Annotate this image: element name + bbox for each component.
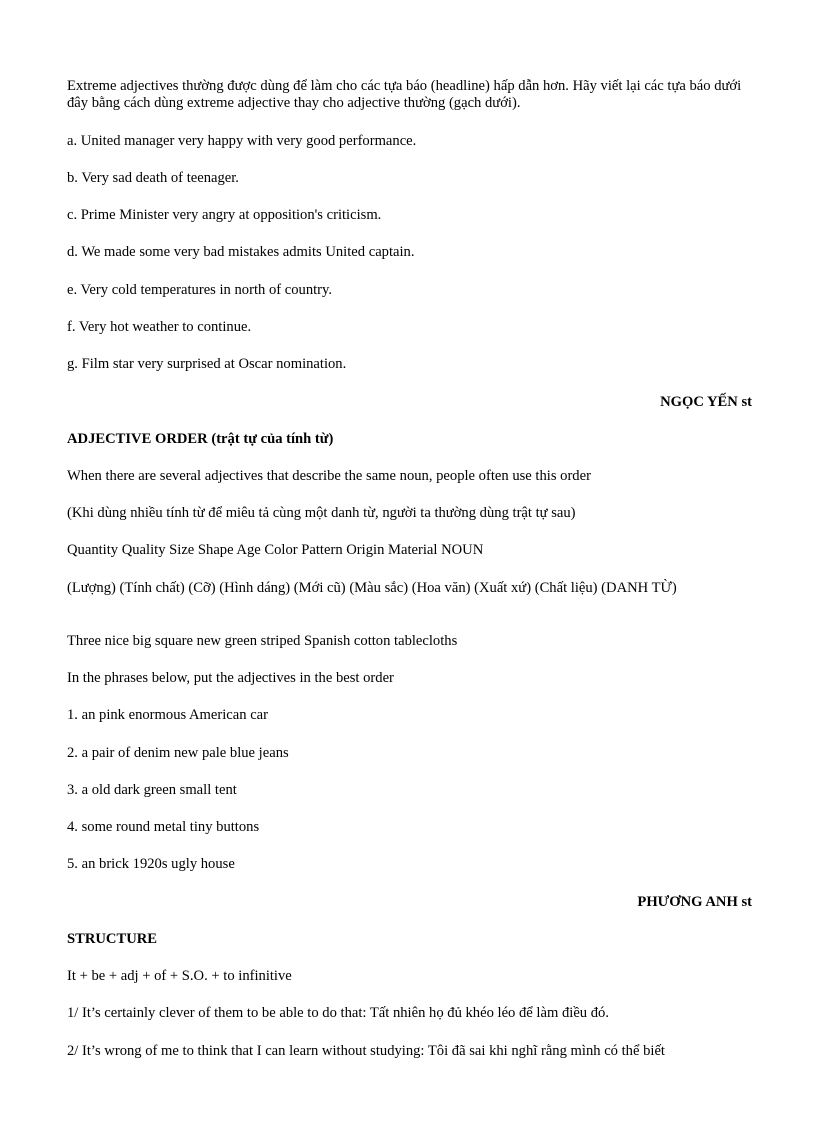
structure-example: 2/ It’s wrong of me to think that I can learn without studying: Tôi đã sai khi nghĩ rằng mình có thể biết <box>67 1043 665 1059</box>
intro-paragraph: Extreme adjectives thường được dùng để làm cho các tựa báo (headline) hấp dẫn hơn. Hãy viết lại các tựa báo dưới đây bằng cách dùng extreme adjective thay cho adjective thường (gạch dưới). <box>67 78 742 111</box>
headline-item: g. Film star very surprised at Oscar nomination. <box>67 356 347 372</box>
example-phrase: Three nice big square new green striped Spanish cotton tablecloths <box>67 633 458 649</box>
headline-item: a. United manager very happy with very good performance. <box>67 133 417 149</box>
adjective-order-sequence: Quantity Quality Size Shape Age Color Pattern Origin Material NOUN <box>67 542 484 558</box>
headline-item: b. Very sad death of teenager. <box>67 170 239 186</box>
headline-item: d. We made some very bad mistakes admits United captain. <box>67 244 415 260</box>
author-signature-1: NGỌC YẾN st <box>660 394 752 410</box>
structure-formula: It + be + adj + of + S.O. + to infinitive <box>67 968 292 984</box>
adjective-order-sequence-vi: (Lượng) (Tính chất) (Cỡ) (Hình dáng) (Mới cũ) (Màu sắc) (Hoa văn) (Xuất xứ) (Chất liệu) (DANH TỪ) <box>67 580 677 596</box>
section-heading-adjective-order: ADJECTIVE ORDER (trật tự của tính từ) <box>67 431 334 447</box>
headline-item: c. Prime Minister very angry at opposition's criticism. <box>67 207 382 223</box>
headline-item: e. Very cold temperatures in north of country. <box>67 282 333 298</box>
exercise-item: 2. a pair of denim new pale blue jeans <box>67 745 289 761</box>
section-text: (Khi dùng nhiều tính từ để miêu tả cùng một danh từ, người ta thường dùng trật tự sau) <box>67 505 576 521</box>
exercise-item: 3. a old dark green small tent <box>67 782 237 798</box>
structure-example: 1/ It’s certainly clever of them to be able to do that: Tất nhiên họ đủ khéo léo để làm điều đó. <box>67 1005 609 1021</box>
exercise-item: 1. an pink enormous American car <box>67 707 269 723</box>
section-text: When there are several adjectives that describe the same noun, people often use this order <box>67 468 591 484</box>
exercise-item: 5. an brick 1920s ugly house <box>67 856 235 872</box>
section-heading-structure: STRUCTURE <box>67 931 158 947</box>
exercise-item: 4. some round metal tiny buttons <box>67 819 260 835</box>
exercise-instruction: In the phrases below, put the adjectives in the best order <box>67 670 394 686</box>
headline-item: f. Very hot weather to continue. <box>67 319 252 335</box>
author-signature-2: PHƯƠNG ANH st <box>637 894 752 910</box>
